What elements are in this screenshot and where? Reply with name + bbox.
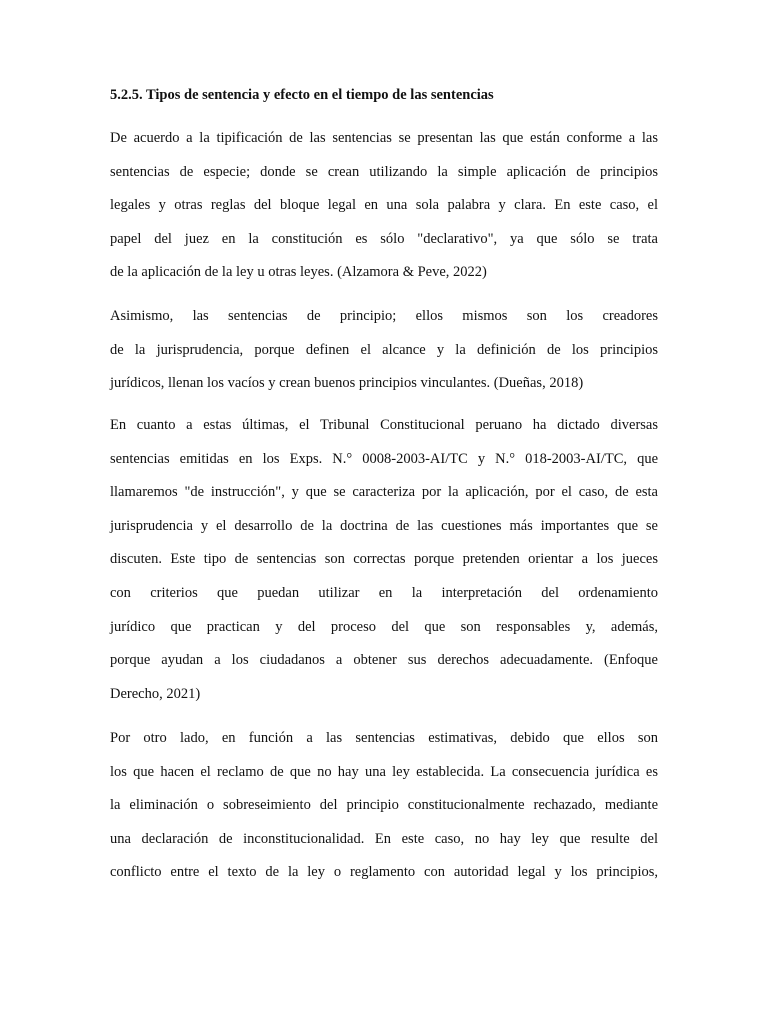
paragraph-line: los que hacen el reclamo de que no hay una ley establecida. La consecuencia jurídica es bbox=[110, 763, 658, 780]
paragraph-line: una declaración de inconstitucionalidad. En este caso, no hay ley que resulte del bbox=[110, 830, 658, 847]
paragraph-line: sentencias emitidas en los Exps. N.° 0008-2003-AI/TC y N.° 018-2003-AI/TC, que bbox=[110, 450, 658, 467]
paragraph-line: de la aplicación de la ley u otras leyes. (Alzamora & Peve, 2022) bbox=[110, 264, 487, 281]
paragraph-line: Derecho, 2021) bbox=[110, 685, 201, 702]
paragraph-line: legales y otras reglas del bloque legal en una sola palabra y clara. En este caso, el bbox=[110, 197, 658, 214]
paragraph-line: jurídico que practican y del proceso del que son responsables y, además, bbox=[110, 618, 658, 635]
paragraph-line: jurisprudencia y el desarrollo de la doctrina de las cuestiones más importantes que se bbox=[110, 517, 658, 534]
paragraph-line: jurídicos, llenan los vacíos y crean buenos principios vinculantes. (Dueñas, 2018) bbox=[110, 375, 584, 392]
paragraph-line: de la jurisprudencia, porque definen el alcance y la definición de los principios bbox=[110, 341, 658, 358]
paragraph-line: Asimismo, las sentencias de principio; ellos mismos son los creadores bbox=[110, 308, 658, 324]
paragraph-tipificacion bbox=[110, 128, 658, 296]
paragraph-line: papel del juez en la constitución es sólo "declarativo", ya que sólo se trata bbox=[110, 230, 658, 247]
paragraph-sentencias-estimativas bbox=[110, 728, 658, 896]
paragraph-tribunal-constitucional bbox=[110, 415, 658, 717]
paragraph-line: llamaremos "de instrucción", y que se caracteriza por la aplicación, por el caso, de esta bbox=[110, 484, 658, 501]
paragraph-line: sentencias de especie; donde se crean utilizando la simple aplicación de principios bbox=[110, 163, 658, 180]
section-heading: 5.2.5. Tipos de sentencia y efecto en el tiempo de las sentencias bbox=[110, 87, 494, 103]
paragraph-line: con criterios que puedan utilizar en la interpretación del ordenamiento bbox=[110, 584, 658, 601]
paragraph-line: la eliminación o sobreseimiento del principio constitucionalmente rechazado, mediante bbox=[110, 797, 658, 814]
paragraph-line: conflicto entre el texto de la ley o reglamento con autoridad legal y los principios, bbox=[110, 864, 658, 881]
paragraph-line: De acuerdo a la tipificación de las sentencias se presentan las que están conforme a las bbox=[110, 130, 658, 146]
paragraph-line: Por otro lado, en función a las sentencias estimativas, debido que ellos son bbox=[110, 730, 658, 746]
paragraph-line: En cuanto a estas últimas, el Tribunal Constitucional peruano ha dictado diversas bbox=[110, 417, 658, 433]
paragraph-line: discuten. Este tipo de sentencias son correctas porque pretenden orientar a los jueces bbox=[110, 551, 658, 568]
paragraph-sentencias-principio bbox=[110, 306, 658, 407]
paragraph-line: porque ayudan a los ciudadanos a obtener sus derechos adecuadamente. (Enfoque bbox=[110, 652, 658, 669]
